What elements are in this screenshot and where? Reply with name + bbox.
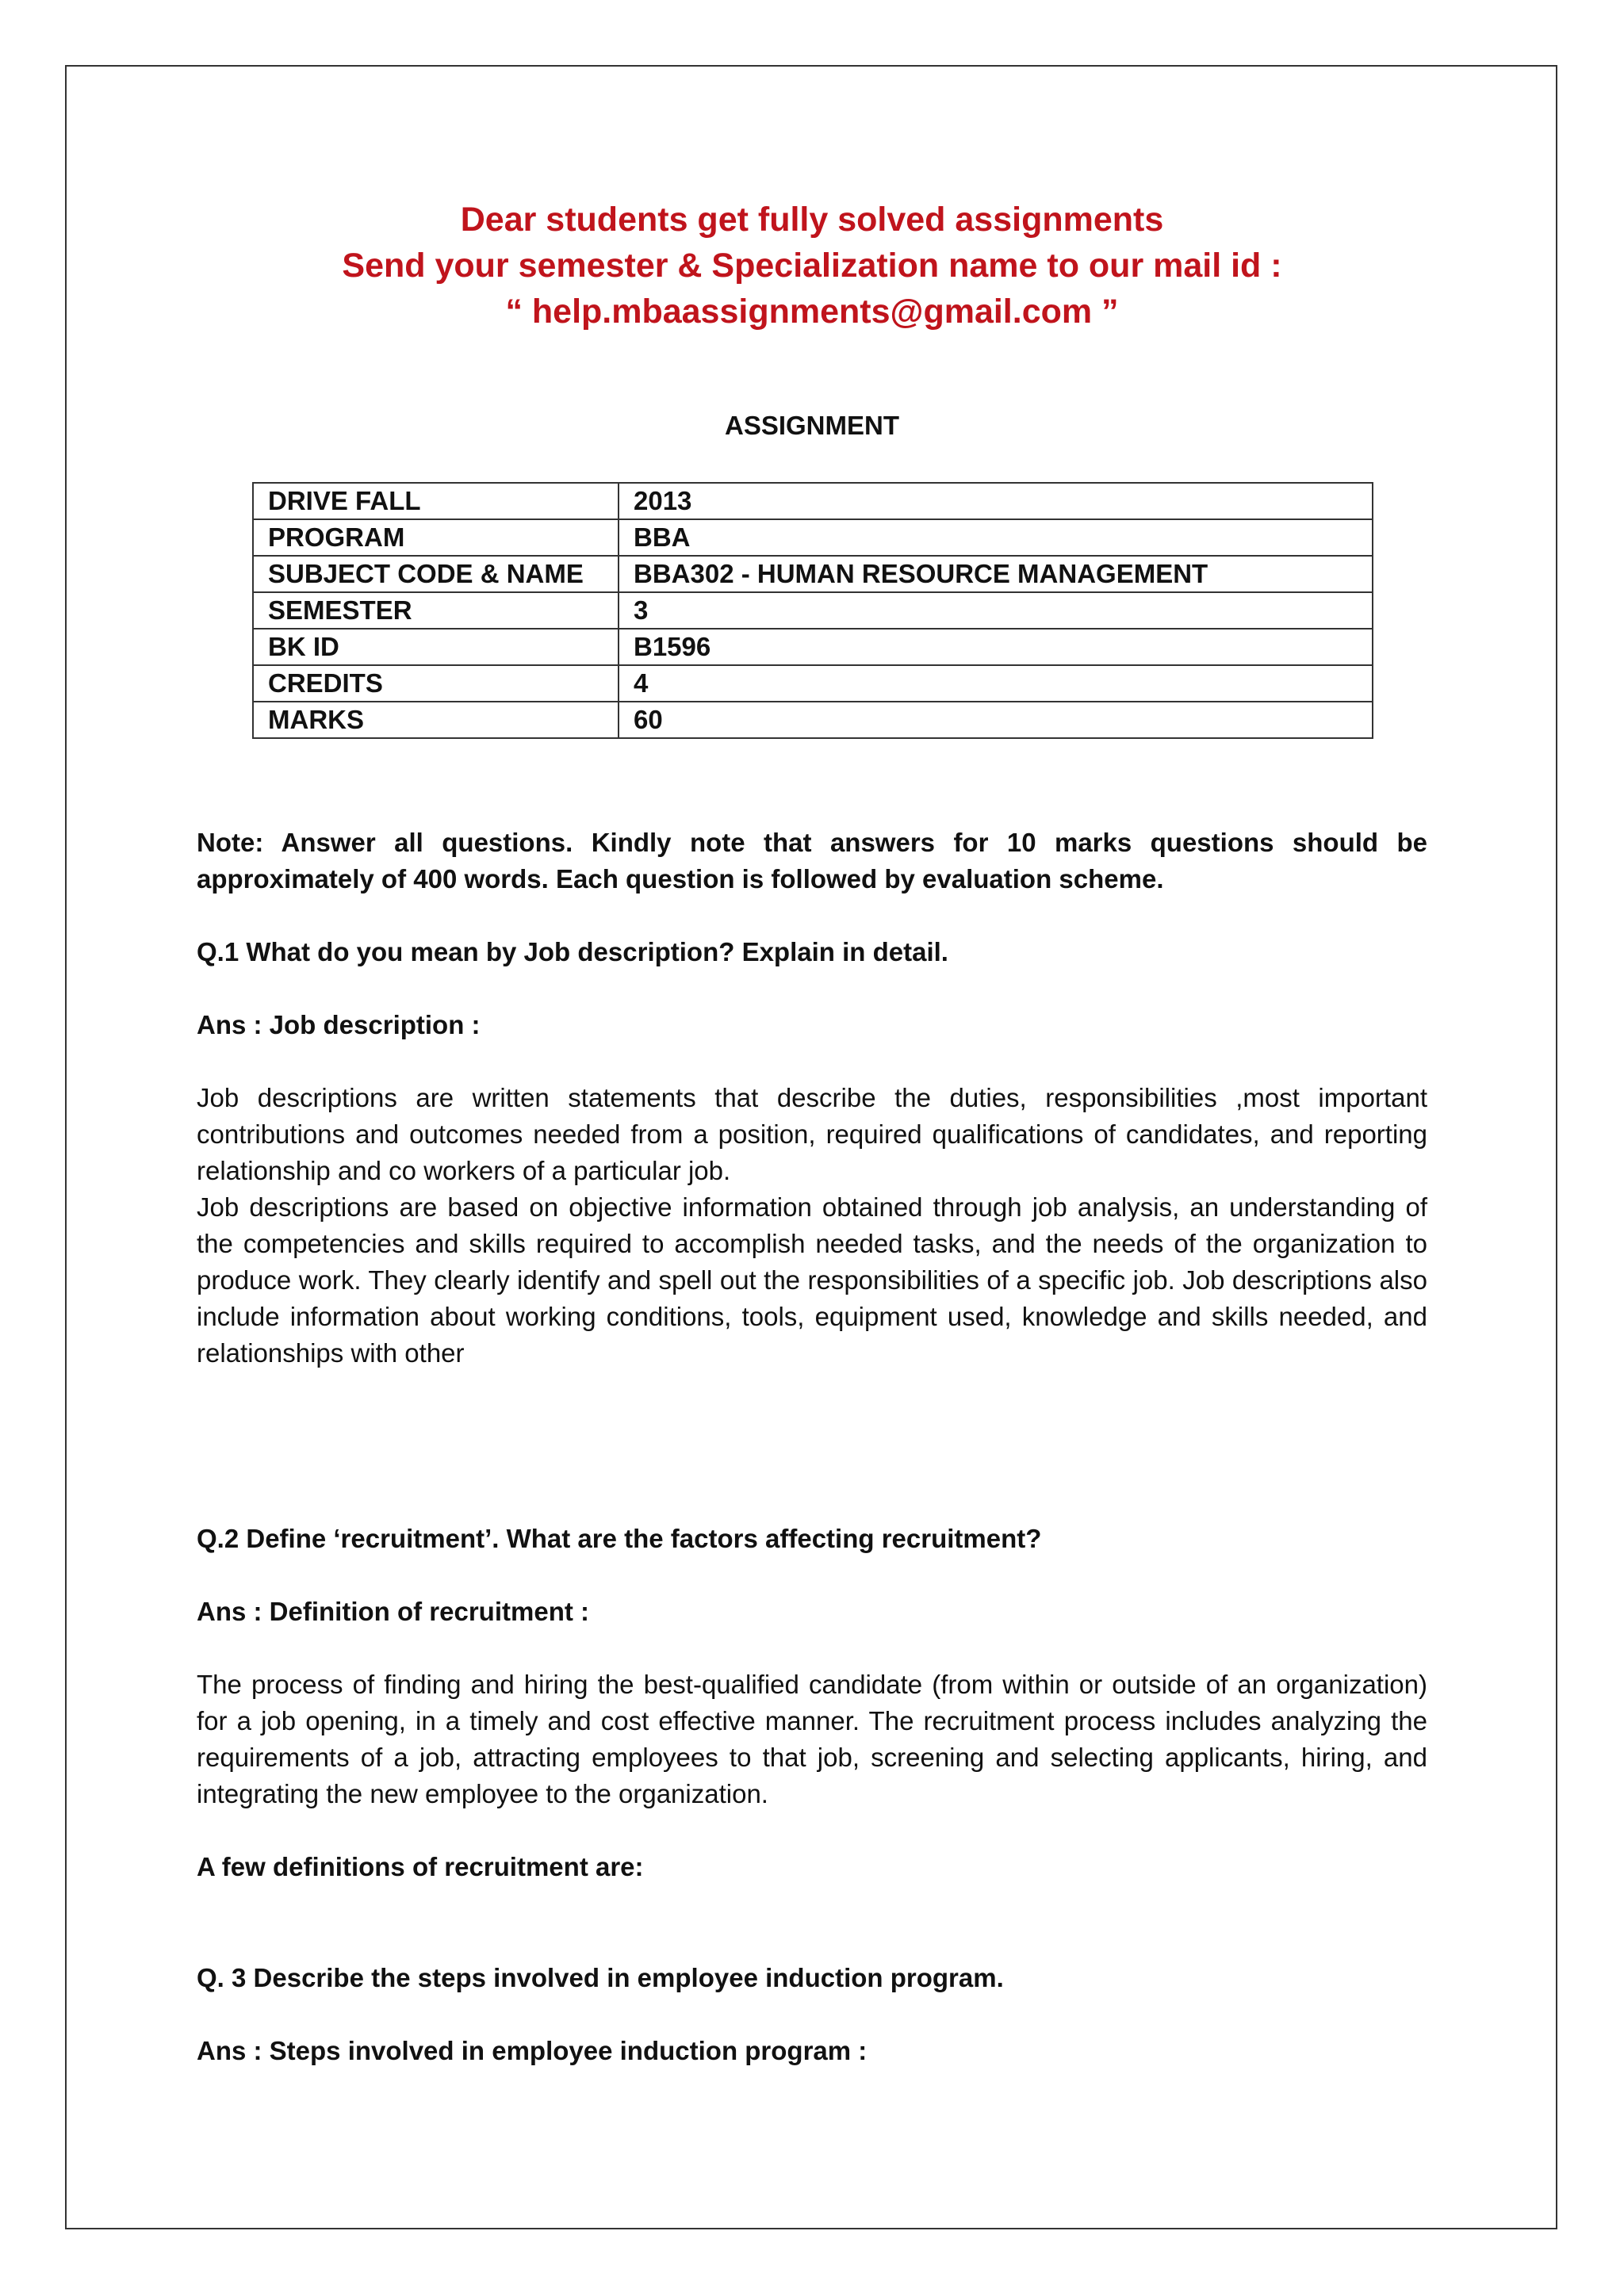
table-row [253, 702, 1373, 738]
question-3: Q. 3 Describe the steps involved in employee induction program. [197, 1963, 1004, 1992]
row-key: BK ID [253, 629, 619, 665]
promo-line-2: Send your semester & Specialization name to our mail id : [342, 247, 1282, 285]
row-value: 3 [619, 592, 1373, 629]
page-title: ASSIGNMENT [724, 411, 899, 440]
row-key: SUBJECT CODE & NAME [253, 556, 619, 592]
row-value: 2013 [619, 483, 1373, 519]
table-row [253, 519, 1373, 556]
row-value: 4 [619, 665, 1373, 702]
promo-email-line: “ help.mbaassignments@gmail.com ” [505, 293, 1119, 331]
row-key: SEMESTER [253, 592, 619, 629]
promo-banner [0, 197, 1624, 335]
table-row [253, 665, 1373, 702]
question-2: Q.2 Define ‘recruitment’. What are the factors affecting recruitment? [197, 1524, 1042, 1553]
answer-1-paragraph-1: Job descriptions are written statements that describe the duties, responsibilities ,most important contributions and outcomes needed from a position, required qualifications of candidates, and reporting relationship and co workers of a particular job. [197, 1083, 1427, 1185]
note-paragraph: Note: Answer all questions. Kindly note that answers for 10 marks questions should be approximately of 400 words. Each question is followed by evaluation scheme. [197, 828, 1427, 894]
answer-2-paragraph-1: The process of finding and hiring the best-qualified candidate (from within or outside of an organization) for a job opening, in a timely and cost effective manner. The recruitment process includes analyzing the requirements of a job, attracting employees to that job, screening and selecting applicants, hiring, and integrating the new employee to the organization. [197, 1670, 1427, 1808]
question-1: Q.1 What do you mean by Job description? Explain in detail. [197, 937, 948, 966]
row-value: 60 [619, 702, 1373, 738]
row-key: MARKS [253, 702, 619, 738]
table-row [253, 592, 1373, 629]
assignment-info-table [252, 482, 1373, 739]
row-value: BBA [619, 519, 1373, 556]
table-row [253, 556, 1373, 592]
row-key: PROGRAM [253, 519, 619, 556]
row-value: B1596 [619, 629, 1373, 665]
answer-2-heading: Ans : Definition of recruitment : [197, 1597, 589, 1626]
answer-1-heading: Ans : Job description : [197, 1010, 481, 1039]
row-key: DRIVE FALL [253, 483, 619, 519]
row-value: BBA302 - HUMAN RESOURCE MANAGEMENT [619, 556, 1373, 592]
table-row [253, 483, 1373, 519]
answer-3-heading: Ans : Steps involved in employee induction program : [197, 2036, 868, 2065]
answer-2-subheading: A few definitions of recruitment are: [197, 1852, 644, 1881]
answer-1-paragraph-2: Job descriptions are based on objective information obtained through job analysis, an understanding of the competencies and skills required to accomplish needed tasks, and the needs of the organization to produce work. They clearly identify and spell out the responsibilities of a specific job. Job descriptions also include information about working conditions, tools, equipment used, knowledge and skills needed, and relationships with other [197, 1192, 1427, 1368]
table-row [253, 629, 1373, 665]
row-key: CREDITS [253, 665, 619, 702]
promo-line-1: Dear students get fully solved assignments [460, 201, 1164, 239]
